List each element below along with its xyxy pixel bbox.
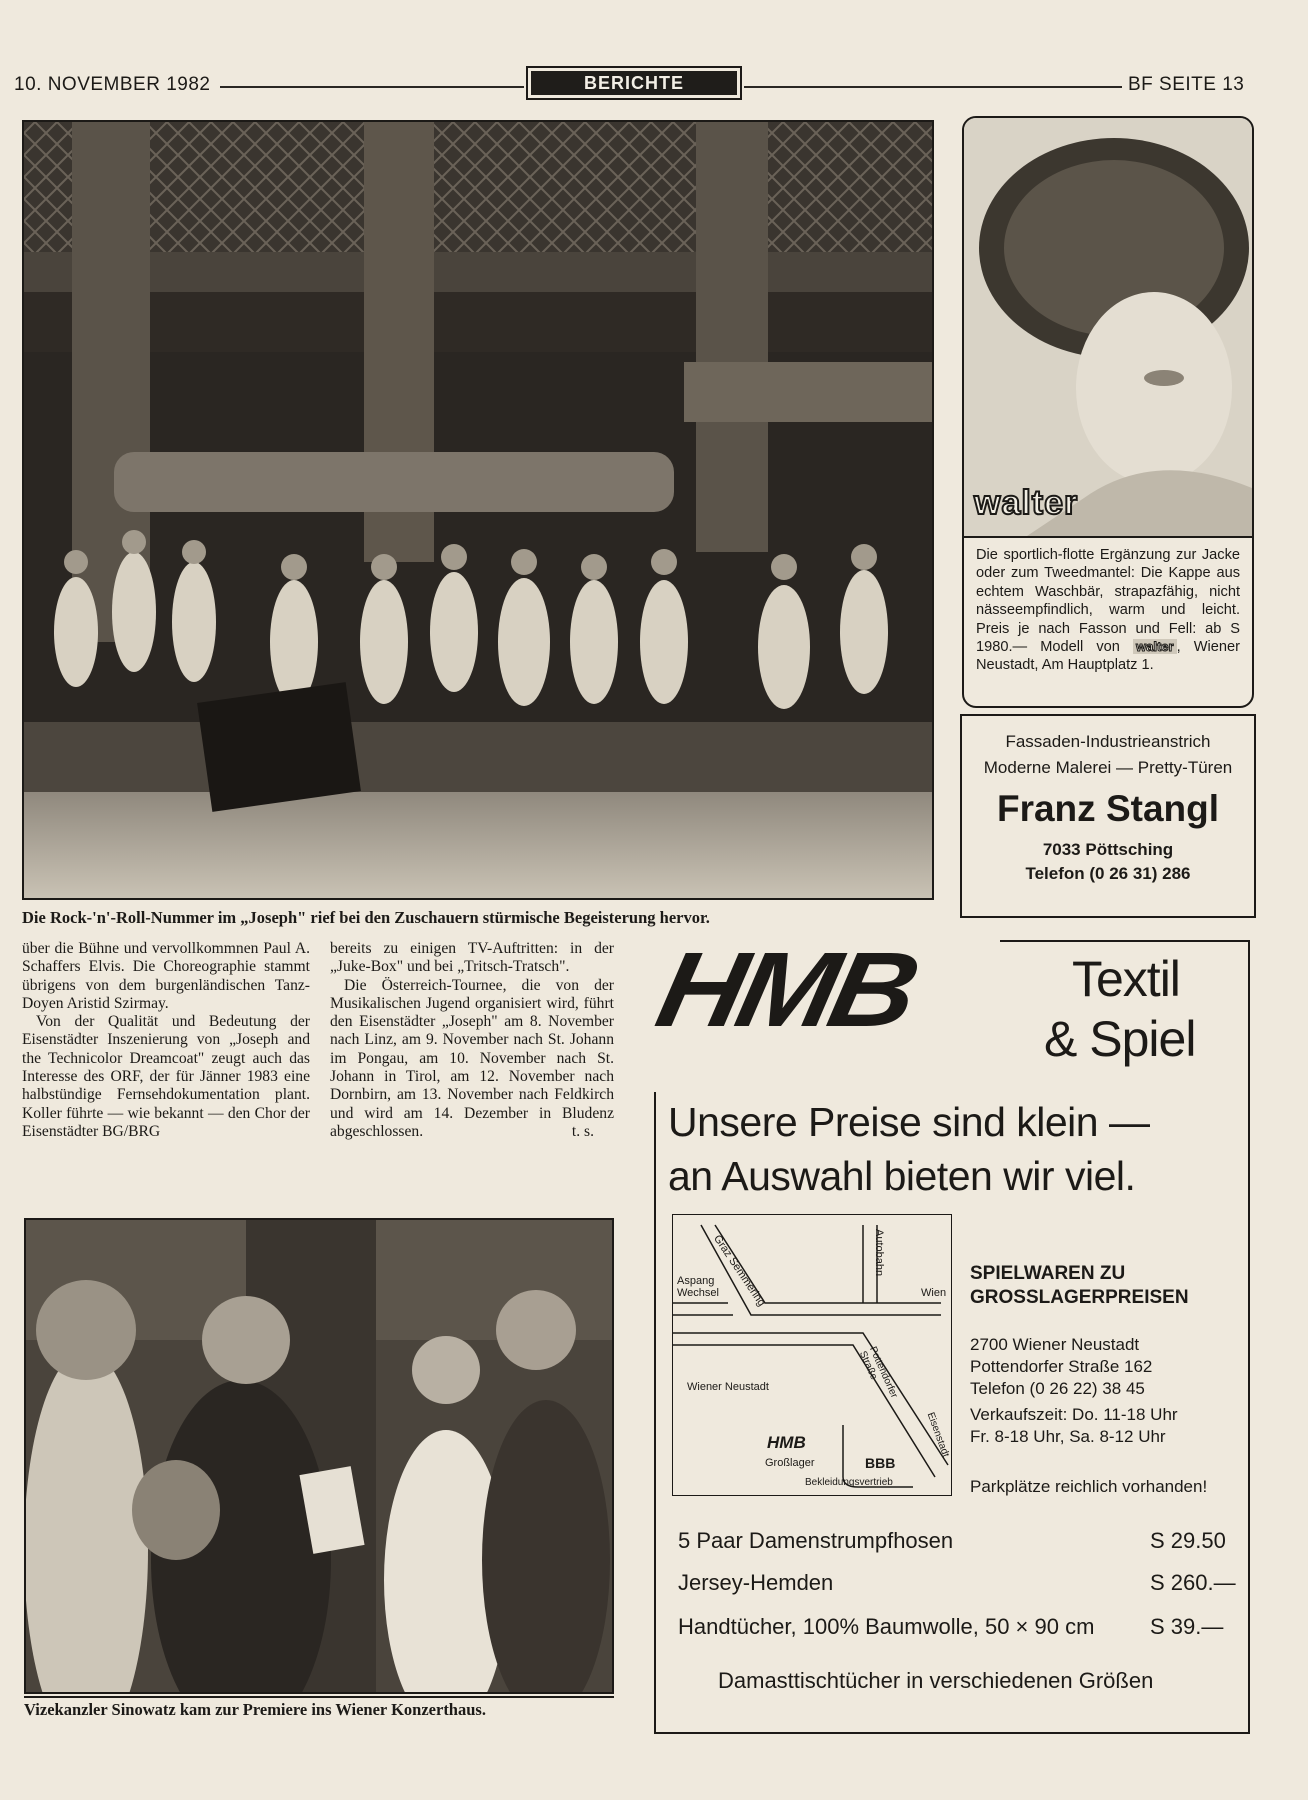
hmb-address	[970, 1334, 1178, 1448]
price-item-2-price: S 260.—	[1150, 1570, 1236, 1595]
header-rule-left	[220, 86, 524, 88]
article-column-1	[22, 940, 310, 1141]
stangl-ad	[960, 714, 1256, 918]
hmb-spiel: & Spiel	[1044, 1011, 1196, 1067]
hmb-addr-2: Pottendorfer Straße 162	[970, 1357, 1153, 1376]
walter-inline-logo: walter	[1133, 639, 1177, 654]
article-col2-para2: Die Österreich-Tournee, die von der Musikalischen Jugend organisiert wird, führt den Eisenstädter „Joseph" am 8. November nach Linz, am 9. November nach St. Johann im Pongau, am 10. November nach St. Johann in Tirol, am 12. November nach Dornbirn, am 13. November nach Feldkirch und wird am 14. Dezember in Bludenz abgeschlossen.	[330, 976, 614, 1140]
hmb-top-rule	[1000, 940, 1250, 942]
hmb-heading-1: SPIELWAREN ZU	[970, 1263, 1126, 1284]
hmb-map-roads	[673, 1215, 950, 1494]
hmb-textil: Textil	[1072, 951, 1180, 1007]
hmb-hours-2: Fr. 8-18 Uhr, Sa. 8-12 Uhr	[970, 1427, 1166, 1446]
map-label-wien: Wien	[921, 1287, 947, 1299]
stangl-line1: Fassaden-Industrieanstrich	[1005, 732, 1211, 751]
map-label-pottendorfer: Pottendorfer Straße	[856, 1345, 900, 1400]
hmb-addr-3: Telefon (0 26 22) 38 45	[970, 1379, 1145, 1398]
map-label-autobahn: Autobahn	[873, 1229, 885, 1277]
walter-model-prefix: Modell von	[1040, 639, 1120, 656]
hmb-addr-1: 2700 Wiener Neustadt	[970, 1335, 1140, 1354]
price-item-2-name: Jersey-Hemden	[678, 1570, 834, 1595]
hmb-bottom-rule	[654, 1732, 1250, 1734]
article-col1-para2: Von der Qualität und Bedeutung der Eisenstädter Inszenierung von „Joseph and the Technicolor Dreamcoat" zeugt auch das Interesse des ORF, der für Jänner 1983 eine halbstündige Fernsehdokumentation plant. Koller führte — wie bekannt — den Chor der Eisenstädter BG/BRG	[22, 1013, 310, 1140]
section-label-box	[526, 66, 742, 100]
map-label-bekleidung: Bekleidungsvertrieb	[805, 1477, 893, 1488]
stage-photo-image	[24, 122, 932, 898]
article-signature: t. s.	[571, 1123, 594, 1141]
walter-model-suffix: , Wiener Neustadt, Am Hauptplatz 1.	[976, 639, 1240, 674]
article-column-2	[330, 940, 614, 1142]
walter-divider	[964, 536, 1252, 538]
walter-description: Die sportlich-flotte Ergänzung zur Jacke oder zum Tweedmantel: Die Kappe aus echtem Waschbär, strapazfähig, nicht nässeempfindlich, warm und leicht. Preis je nach Fasson und Fell: ab S 1980.—	[976, 547, 1240, 656]
stangl-address: 7033 Pöttsching	[1042, 840, 1174, 859]
stangl-name: Franz Stangl	[996, 788, 1220, 829]
walter-ad-photo	[964, 118, 1252, 538]
map-label-graz: Graz Semmering	[711, 1233, 768, 1309]
premiere-photo-image	[26, 1220, 612, 1692]
premiere-photo-caption: Vizekanzler Sinowatz kam zur Premiere ins Wiener Konzerthaus.	[24, 1700, 486, 1719]
hmb-heading	[970, 1262, 1189, 1310]
header-rule-right	[744, 86, 1122, 88]
hmb-left-rule	[654, 1092, 656, 1734]
map-label-grosslager: Großlager	[765, 1457, 815, 1469]
walter-ad-text	[976, 546, 1240, 675]
issue-date: 10. NOVEMBER 1982	[14, 74, 211, 95]
hmb-slogan-2: an Auswahl bieten wir viel.	[668, 1153, 1136, 1199]
premiere-caption-rule	[24, 1696, 614, 1698]
article-col2-para1: bereits zu einigen TV-Auftritten: in der „Juke-Box" und bei „Tritsch-Tratsch".	[330, 940, 614, 976]
hmb-footer: Damasttischtücher in verschiedenen Größen	[718, 1668, 1154, 1693]
walter-logo: walter	[974, 484, 1079, 522]
price-item-3-price: S 39.—	[1150, 1614, 1224, 1639]
map-label-wiener-neustadt: Wiener Neustadt	[687, 1381, 769, 1393]
stangl-phone: Telefon (0 26 31) 286	[1025, 864, 1191, 883]
hmb-parking: Parkplätze reichlich vorhanden!	[970, 1477, 1208, 1496]
stage-photo	[22, 120, 934, 900]
hmb-map	[672, 1214, 952, 1496]
map-hmb-small: HMB	[767, 1433, 806, 1452]
hmb-hours-1: Verkaufszeit: Do. 11-18 Uhr	[970, 1405, 1178, 1424]
hmb-slogan-1: Unsere Preise sind klein —	[668, 1099, 1150, 1145]
page-number: BF SEITE 13	[1128, 74, 1245, 95]
hmb-right-rule	[1248, 940, 1250, 1734]
map-label-eisenstadt: Eisenstadt	[924, 1411, 951, 1459]
section-label: BERICHTE	[531, 71, 737, 95]
price-item-1-name: 5 Paar Damenstrumpfhosen	[678, 1528, 954, 1553]
article-col1-para1: über die Bühne und vervollkommnen Paul A. Schaffers Elvis. Die Choreographie stammt übrigens von dem burgenländischen Tanz-Doyen Aristid Szirmay.	[22, 940, 310, 1012]
hmb-logo: HMB	[647, 930, 924, 1050]
price-item-1-price: S 29.50	[1150, 1528, 1226, 1553]
stangl-line2: Moderne Malerei — Pretty-Türen	[983, 758, 1233, 777]
map-bbb: BBB	[865, 1455, 896, 1471]
map-label-aspang: Aspang Wechsel	[677, 1275, 719, 1299]
stage-photo-caption: Die Rock-'n'-Roll-Nummer im „Joseph" rief bei den Zuschauern stürmische Begeisterung hervor.	[22, 908, 710, 927]
hmb-heading-2: GROSSLAGERPREISEN	[970, 1287, 1189, 1308]
walter-ad	[962, 116, 1254, 708]
premiere-photo	[24, 1218, 614, 1694]
price-item-3-name: Handtücher, 100% Baumwolle, 50 × 90 cm	[678, 1614, 1095, 1639]
